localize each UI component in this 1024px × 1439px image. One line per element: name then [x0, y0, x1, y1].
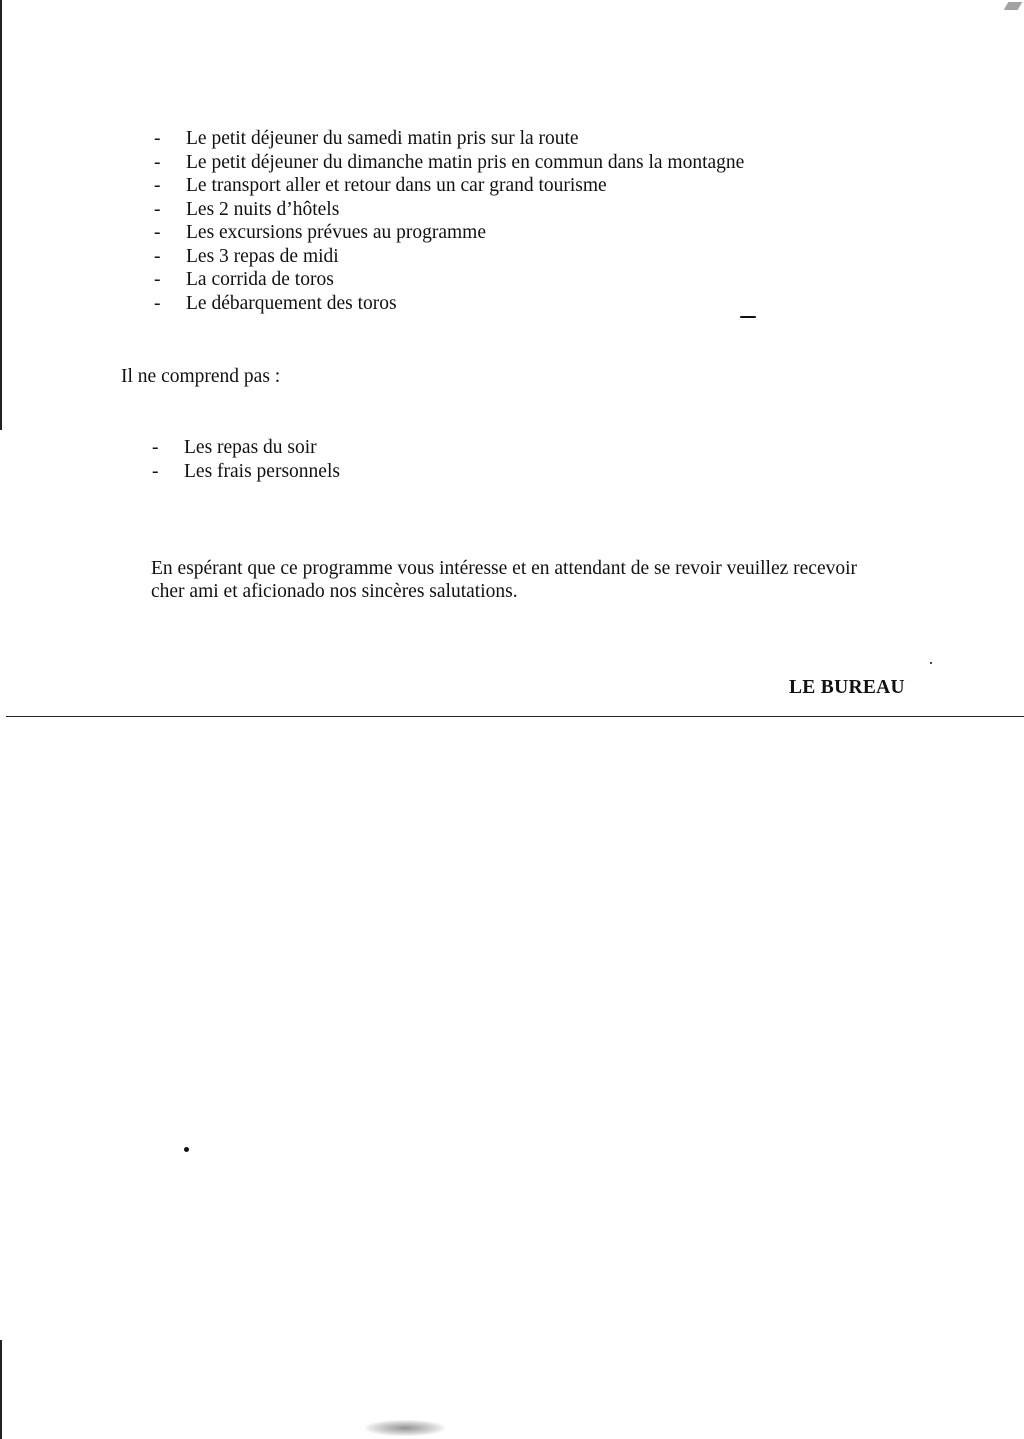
list-item-text: Les frais personnels	[184, 460, 340, 482]
scan-edge-line	[0, 1340, 2, 1439]
not-included-heading: Il ne comprend pas :	[121, 366, 281, 387]
scan-speck	[930, 662, 932, 664]
list-item	[152, 460, 340, 484]
closing-line: En espérant que ce programme vous intéresse et en attendant de se revoir veuillez recevoir	[151, 558, 858, 579]
list-item-text: Les repas du soir	[184, 437, 317, 458]
closing-paragraph	[151, 557, 921, 603]
list-item-text: Les 3 repas de midi	[186, 245, 339, 267]
list-marker: -	[152, 437, 159, 458]
list-item	[154, 245, 744, 269]
list-item-text: Les 2 nuits d’hôtels	[186, 198, 340, 220]
closing-line: cher ami et aficionado nos sincères salutations.	[151, 581, 518, 602]
horizontal-divider	[6, 716, 1024, 717]
scan-corner-mark	[1004, 2, 1023, 10]
list-item-text: Le petit déjeuner du samedi matin pris sur la route	[186, 128, 579, 149]
list-item	[152, 436, 340, 460]
list-marker: -	[154, 198, 161, 220]
scan-edge-line	[0, 0, 2, 430]
list-item	[154, 127, 744, 151]
list-item	[154, 292, 744, 316]
list-item	[154, 198, 744, 222]
list-marker: -	[154, 175, 161, 196]
list-item-text: Le transport aller et retour dans un car grand tourisme	[186, 175, 607, 196]
list-item-text: La corrida de toros	[186, 269, 334, 290]
included-items-list	[154, 127, 744, 315]
list-marker: -	[154, 245, 161, 267]
list-item-text: Le petit déjeuner du dimanche matin pris en commun dans la montagne	[186, 151, 745, 173]
excluded-items-list	[152, 436, 340, 483]
list-item	[154, 221, 744, 245]
list-marker: -	[154, 292, 161, 314]
list-marker: -	[154, 128, 161, 149]
list-item-text: Les excursions prévues au programme	[186, 222, 486, 243]
list-marker: -	[154, 222, 161, 243]
scan-speck	[740, 316, 756, 318]
scan-speck	[184, 1147, 189, 1152]
list-item	[154, 174, 744, 198]
list-marker: -	[154, 269, 161, 290]
scan-smudge	[365, 1420, 445, 1436]
list-item	[154, 268, 744, 292]
signature: LE BUREAU	[789, 677, 905, 698]
list-item-text: Le débarquement des toros	[186, 292, 397, 314]
list-marker: -	[154, 151, 161, 173]
list-item	[154, 151, 744, 175]
list-marker: -	[152, 460, 159, 482]
